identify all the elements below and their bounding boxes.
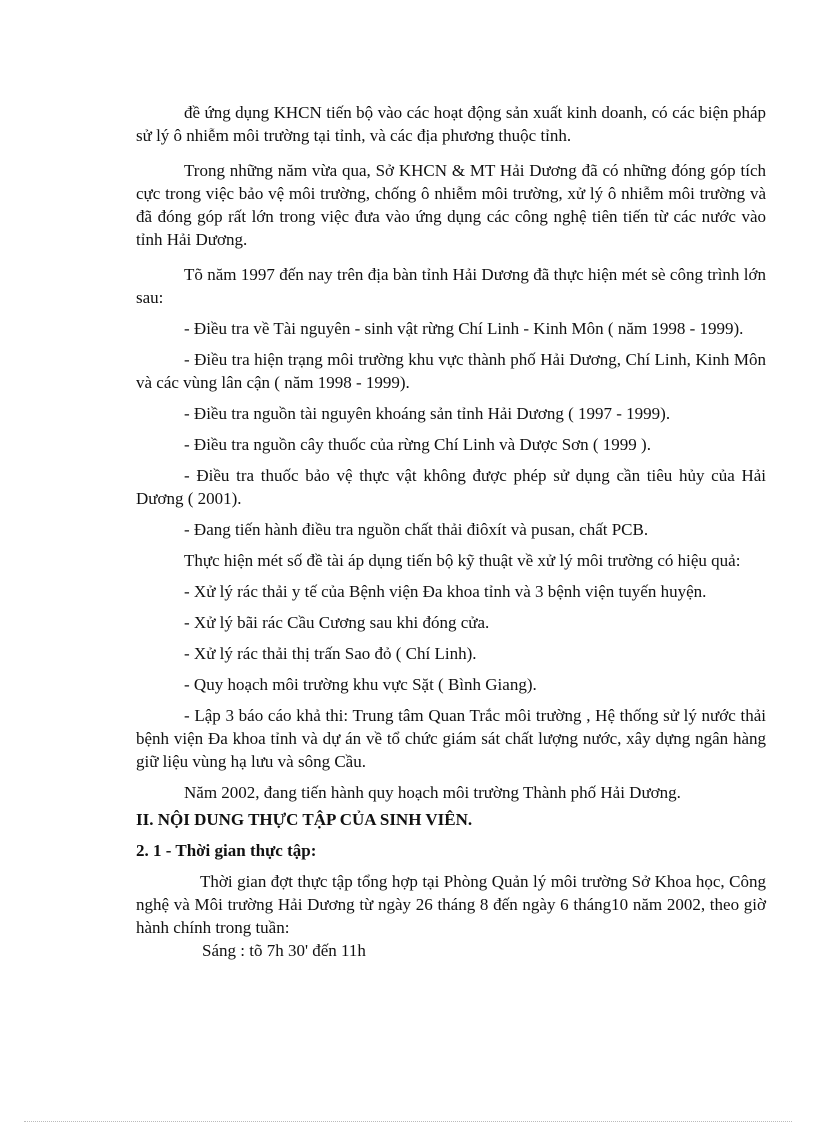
document-page [136,101,766,962]
list-item-medicinal-survey: - Điều tra nguồn cây thuốc của rừng Chí Linh và Dược Sơn ( 1999 ). [184,435,651,454]
list-item-environment-survey: - Điều tra hiện trạng môi trường khu vực thành phố Hải Dương, Chí Linh, Kinh Môn và các vùng lân cận ( năm 1998 - 1999). [136,350,766,392]
paragraph-applied-projects: Thực hiện mét số đề tài áp dụng tiến bộ kỹ thuật về xử lý môi trường có hiệu quả: [184,551,741,570]
paragraph-internship-time: Thời gian đợt thực tập tổng hợp tại Phòng Quản lý môi trường Sở Khoa học, Công nghệ và Môi trường Hải Dương từ ngày 26 tháng 8 đến ngày 6 tháng10 năm 2002, theo giờ hành chính trong tuần: [136,872,766,937]
paragraph-contributions: Trong những năm vừa qua, Sở KHCN & MT Hải Dương đã có những đóng góp tích cực trong việc bảo vệ môi trường, chống ô nhiễm môi trường, xử lý ô nhiễm môi trường và đã đóng góp rất lớn trong việc đưa vào ứng dụng các công nghệ tiên tiến từ các nước vào tỉnh Hải Dương. [136,161,766,249]
page-bottom-rule [24,1121,792,1122]
list-item-dioxin-survey: - Đang tiến hành điều tra nguồn chất thải điôxít và pusan, chất PCB. [184,520,649,539]
list-item-landfill: - Xử lý bãi rác Cầu Cương sau khi đóng cửa. [184,613,490,632]
section-heading: II. NỘI DUNG THỰC TẬP CỦA SINH VIÊN. [136,810,473,829]
paragraph-2002-planning: Năm 2002, đang tiến hành quy hoạch môi trường Thành phố Hải Dương. [184,783,681,802]
list-item-sat-planning: - Quy hoạch môi trường khu vực Sặt ( Bình Giang). [184,675,537,694]
paragraph-projects-intro: Tõ năm 1997 đến nay trên địa bàn tỉnh Hải Dương đã thực hiện mét sè công trình lớn sau: [136,265,766,307]
paragraph-intro-continuation: đề ứng dụng KHCN tiến bộ vào các hoạt động sản xuất kinh doanh, có các biện pháp sử lý ô nhiễm môi trường tại tỉnh, và các địa phương thuộc tỉnh. [136,103,766,145]
subsection-heading: 2. 1 - Thời gian thực tập: [136,841,317,860]
list-item-feasibility-reports: - Lập 3 báo cáo khả thi: Trung tâm Quan Trắc môi trường , Hệ thống sử lý nước thải bệnh viện Đa khoa tỉnh và dự án về tổ chức giám sát chất lượng nước, xây dựng ngân hàng giữ liệu vùng hạ lưu và sông Cầu. [136,706,766,771]
list-item-forest-survey: - Điều tra về Tài nguyên - sinh vật rừng Chí Linh - Kinh Môn ( năm 1998 - 1999). [184,319,744,338]
list-item-pesticide-survey: - Điều tra thuốc bảo vệ thực vật không được phép sử dụng cần tiêu hủy của Hải Dương ( 2001). [136,466,766,508]
list-item-sao-do-waste: - Xử lý rác thải thị trấn Sao đỏ ( Chí Linh). [184,644,477,663]
list-item-mineral-survey: - Điều tra nguồn tài nguyên khoáng sản tỉnh Hải Dương ( 1997 - 1999). [184,404,671,423]
morning-schedule-line: Sáng : tõ 7h 30' đến 11h [202,941,366,960]
list-item-medical-waste: - Xử lý rác thải y tế của Bệnh viện Đa khoa tỉnh và 3 bệnh viện tuyến huyện. [184,582,707,601]
